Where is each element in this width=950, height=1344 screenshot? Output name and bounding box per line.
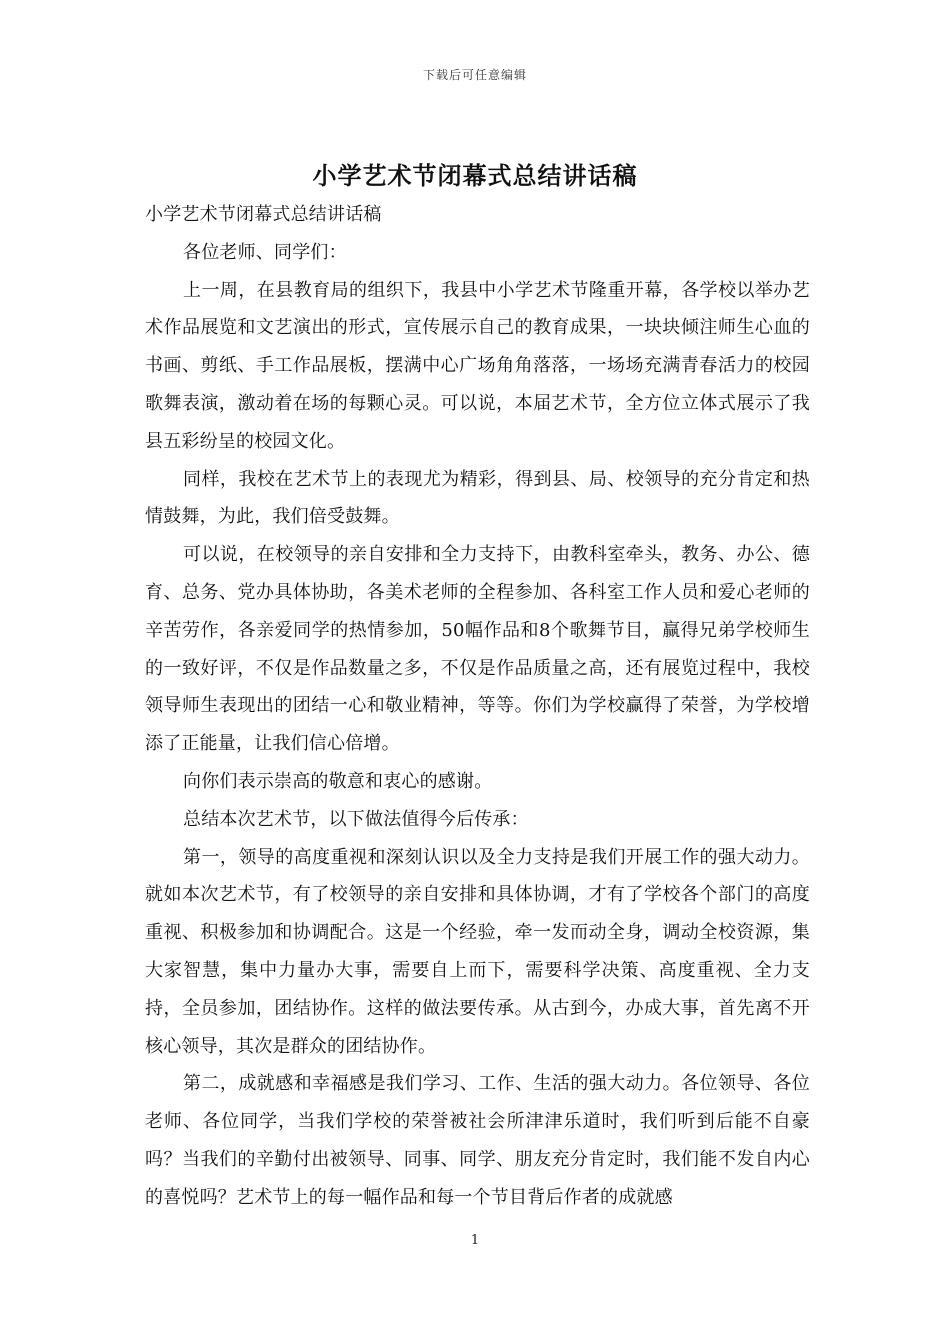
- page-number: 1: [470, 1233, 480, 1248]
- paragraph: 可以说，在校领导的亲自安排和全力支持下，由教科室牵头，教务、办公、德育、总务、党办具体协助，各美术老师的全程参加、各科室工作人员和爱心老师的辛苦劳作，各亲爱同学的热情参加，50幅作品和8个歌舞节目，赢得兄弟学校师生的一致好评，不仅是作品数量之多，不仅是作品质量之高，还有展览过程中，我校领导师生表现出的团结一心和敬业精神，等等。你们为学校赢得了荣誉，为学校增添了正能量，让我们信心倍增。: [145, 544, 810, 755]
- document-title: 小学艺术节闭幕式总结讲话稿: [312, 161, 638, 190]
- paragraph: 同样，我校在艺术节上的表现尤为精彩，得到县、局、校领导的充分肯定和热情鼓舞，为此，我们倍受鼓舞。: [145, 468, 810, 528]
- paragraph: 向你们表示崇高的敬意和衷心的感谢。: [183, 770, 493, 792]
- paragraph: 第一，领导的高度重视和深刻认识以及全力支持是我们开展工作的强大动力。就如本次艺术节，有了校领导的亲自安排和具体协调，才有了学校各个部门的高度重视、积极参加和协调配合。这是一个经验，牵一发而动全身，调动全校资源，集大家智慧，集中力量办大事，需要自上而下，需要科学决策、高度重视、全力支持，全员参加，团结协作。这样的做法要传承。从古到今，办成大事，首先离不开核心领导，其次是群众的团结协作。: [145, 846, 810, 1057]
- document-subtitle: 小学艺术节闭幕式总结讲话稿: [145, 204, 382, 225]
- salutation: 各位老师、同学们：: [183, 241, 347, 263]
- page-header-note: 下载后可任意编辑: [422, 68, 527, 82]
- paragraph: 第二，成就感和幸福感是我们学习、工作、生活的强大动力。各位领导、各位老师、各位同学，当我们学校的荣誉被社会所津津乐道时，我们听到后能不自豪吗？当我们的辛勤付出被领导、同事、同学、朋友充分肯定时，我们能不发自内心的喜悦吗？艺术节上的每一幅作品和每一个节目背后作者的成就感: [145, 1073, 810, 1208]
- document-body: [145, 196, 810, 1217]
- paragraph: 上一周，在县教育局的组织下，我县中小学艺术节隆重开幕，各学校以举办艺术作品展览和文艺演出的形式，宣传展示自己的教育成果，一块块倾注师生心血的书画、剪纸、手工作品展板，摆满中心广场角角落落，一场场充满青春活力的校园歌舞表演，激动着在场的每颗心灵。可以说，本届艺术节，全方位立体式展示了我县五彩纷呈的校园文化。: [145, 279, 810, 452]
- paragraph: 总结本次艺术节，以下做法值得今后传承：: [183, 808, 529, 830]
